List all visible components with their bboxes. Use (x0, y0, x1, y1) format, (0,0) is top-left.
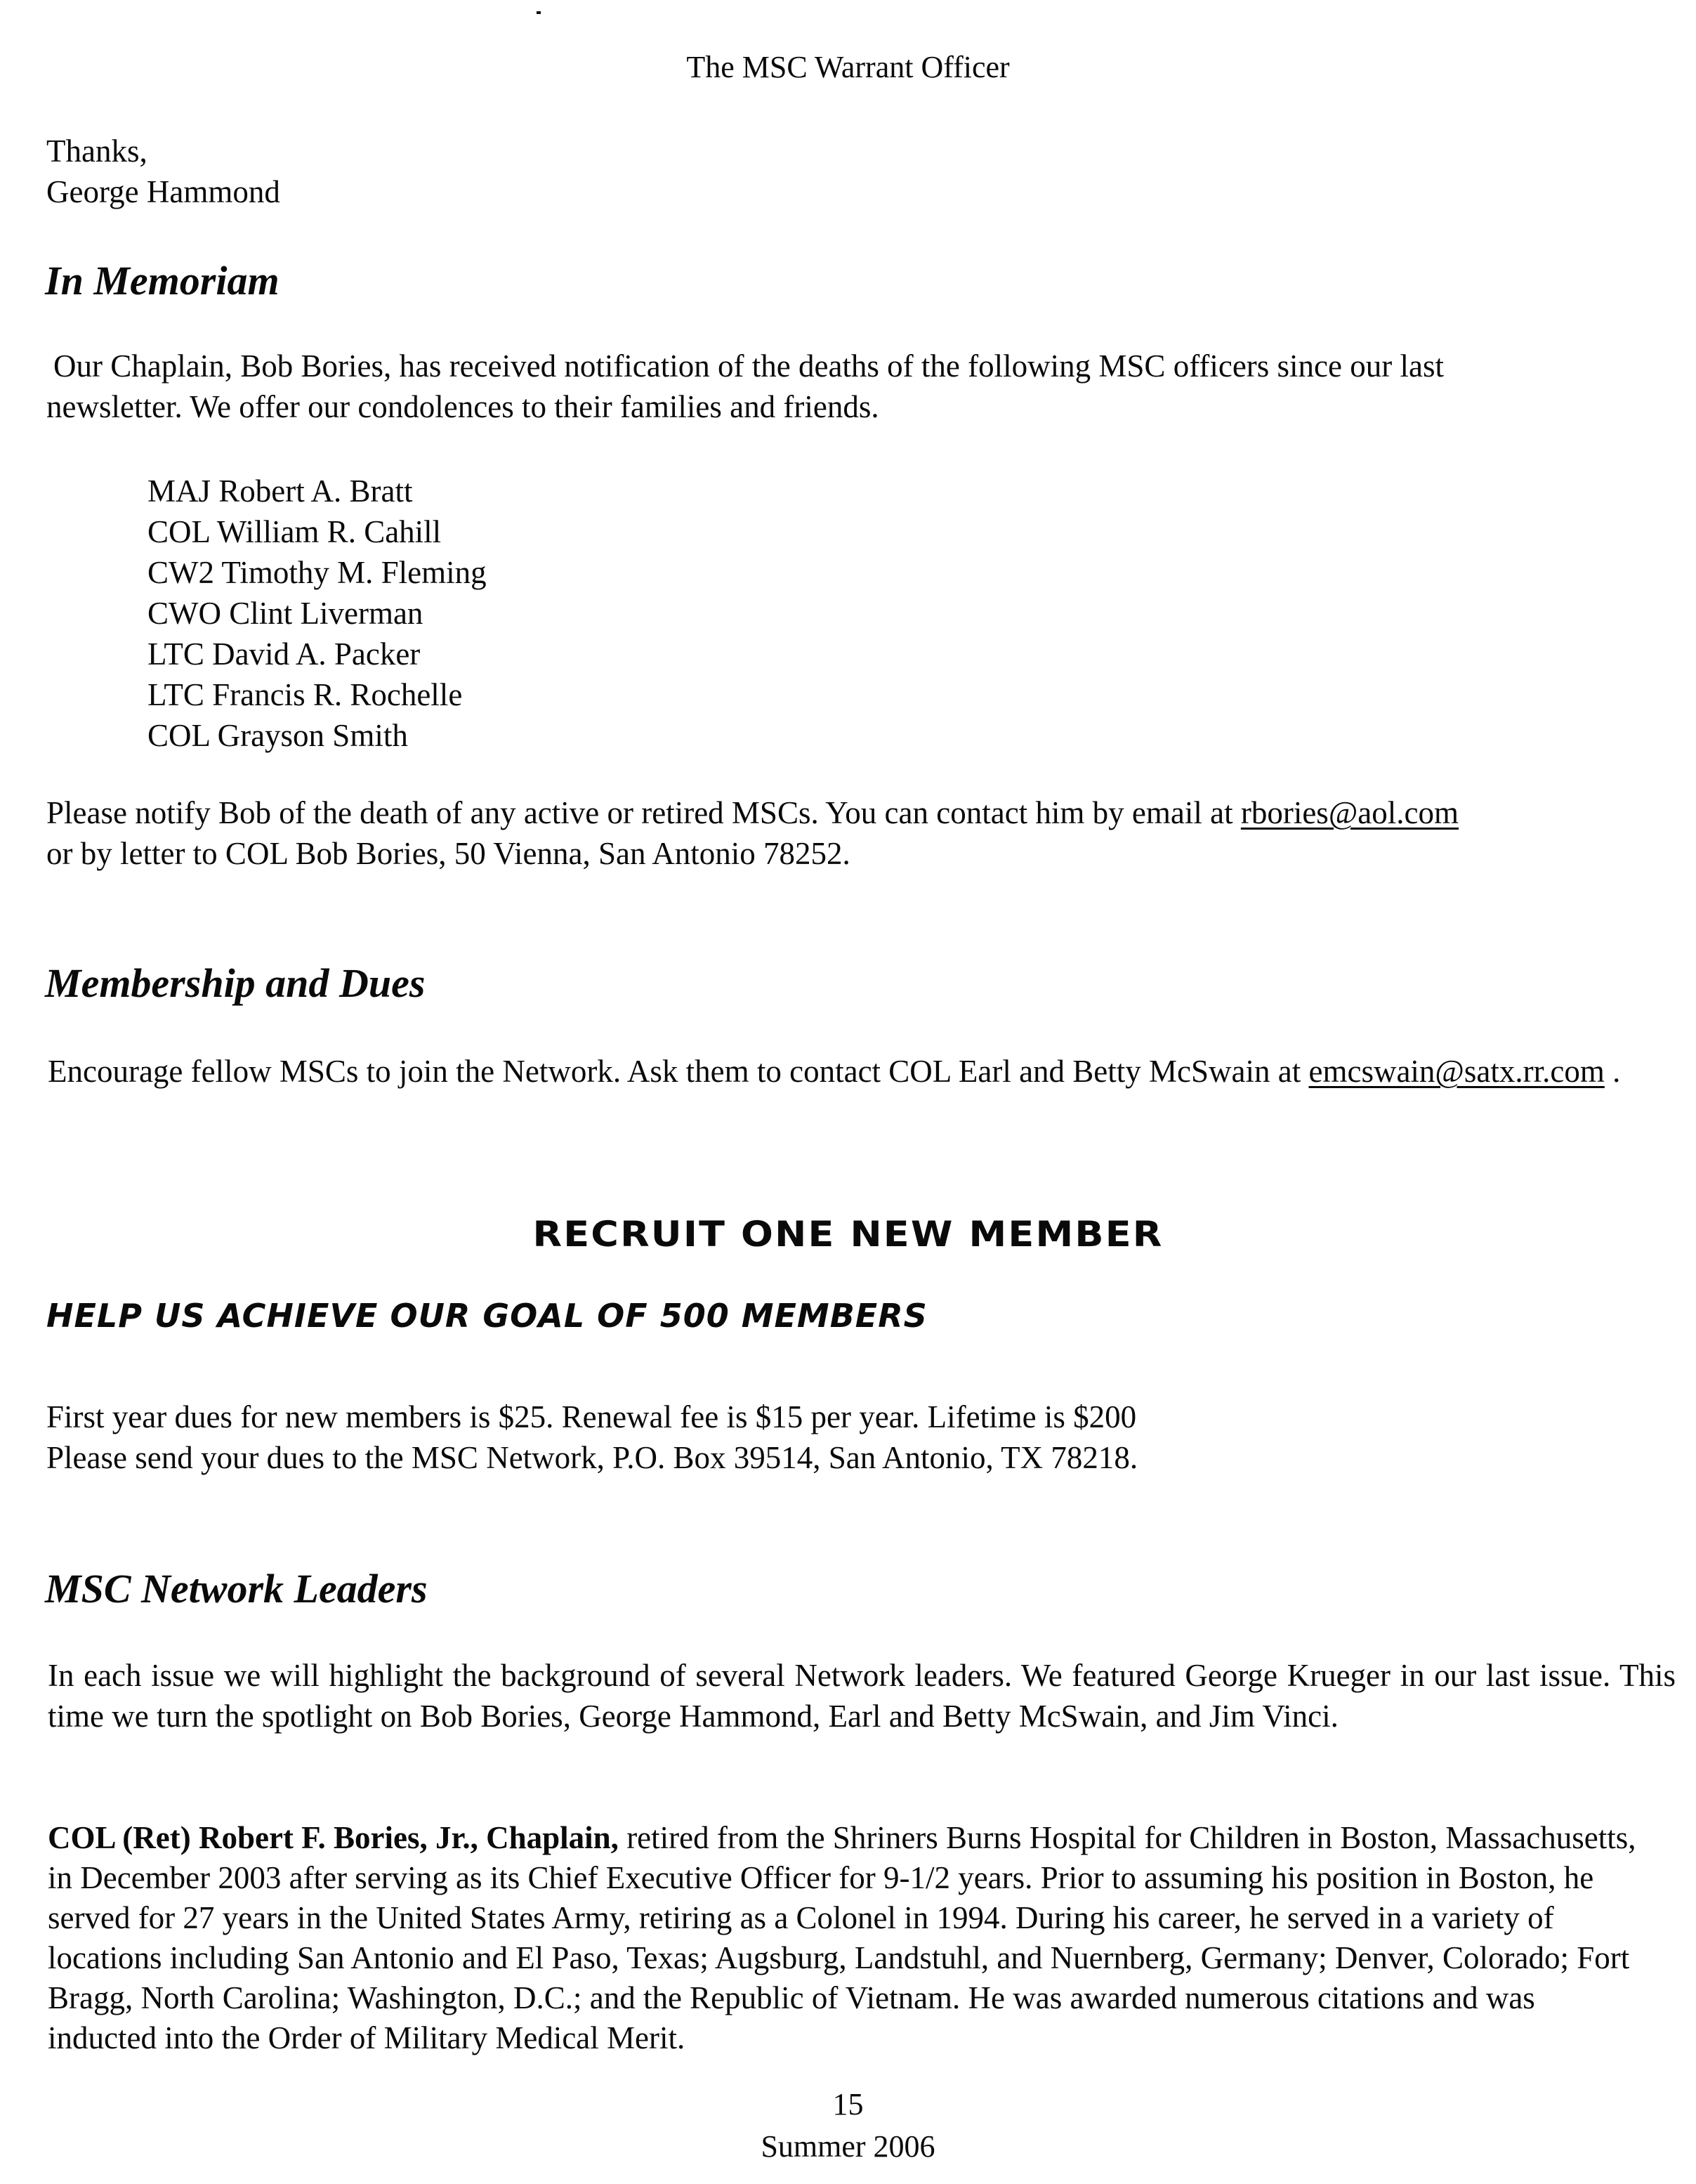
network-leaders-heading: MSC Network Leaders (45, 1566, 428, 1611)
notify-paragraph-line-2: or by letter to COL Bob Bories, 50 Vienna, San Antonio 78252. (46, 836, 850, 871)
encourage-text: Encourage fellow MSCs to join the Network. Ask them to contact COL Earl and Betty McSwain at (48, 1054, 1301, 1089)
emcswain-email-link[interactable]: emcswain@satx.rr.com (1308, 1054, 1605, 1089)
recruit-banner: RECRUIT ONE NEW MEMBER (532, 1214, 1164, 1255)
goal-banner: HELP US ACHIEVE OUR GOAL OF 500 MEMBERS (46, 1297, 928, 1335)
closing-signature: George Hammond (46, 174, 280, 209)
network-leaders-intro: In each issue we will highlight the background of several Network leaders. We featured George Krueger in our last issue. This time we turn the spotlight on Bob Bories, George Hammond, Earl and Betty McSwain, and Jim Vinci. (48, 1658, 1676, 1734)
rbories-email-link[interactable]: rbories@aol.com (1240, 795, 1459, 830)
dues-line-1: First year dues for new members is $25. Renewal fee is $15 per year. Lifetime is $200 (46, 1399, 1137, 1434)
issue-label: Summer 2006 (761, 2129, 935, 2164)
dues-line-2: Please send your dues to the MSC Network, P.O. Box 39514, San Antonio, TX 78218. (46, 1440, 1138, 1475)
bories-bio-paragraph (48, 1818, 1642, 2058)
membership-heading: Membership and Dues (45, 960, 426, 1006)
bories-bio-name: COL (Ret) Robert F. Bories, Jr., Chaplain, (48, 1820, 619, 1855)
in-memoriam-intro-line-2: newsletter. We offer our condolences to their families and friends. (46, 389, 879, 424)
closing-salutation: Thanks, (46, 133, 147, 169)
page-number: 15 (832, 2087, 864, 2121)
notify-text: Please notify Bob of the death of any active or retired MSCs. You can contact him by email at (46, 795, 1241, 830)
encourage-suffix: . (1604, 1054, 1621, 1089)
page-header: The MSC Warrant Officer (686, 50, 1010, 84)
list-item: MAJ Robert A. Bratt (147, 473, 413, 509)
list-item: LTC David A. Packer (147, 636, 421, 672)
list-item: CW2 Timothy M. Fleming (147, 555, 487, 590)
list-item: LTC Francis R. Rochelle (147, 677, 463, 712)
bories-bio-text: retired from the Shriners Burns Hospital for Children in Boston, Massachusetts, in December 2003 after serving as its Chief Executive Officer for 9-1/2 years. Prior to assuming his position in Boston, he served for 27 years in the United States Army, retiring as a Colonel in 1994. During his career, he served in a variety of locations including San Antonio and El Paso, Texas; Augsburg, Landstuhl, and Nuernberg, Germany; Denver, Colorado; Fort Bragg, North Carolina; Washington, D.C.; and the Republic of Vietnam. He was awarded numerous citations and was inducted into the Order of Military Medical Merit. (48, 1820, 1636, 2055)
in-memoriam-heading: In Memoriam (45, 258, 280, 303)
in-memoriam-intro-line-1: Our Chaplain, Bob Bories, has received notification of the deaths of the following MSC officers since our last (53, 348, 1444, 384)
scan-speck (537, 11, 541, 14)
encourage-paragraph (48, 1051, 1676, 1092)
list-item: COL Grayson Smith (147, 718, 408, 753)
list-item: CWO Clint Liverman (147, 596, 423, 631)
notify-paragraph-line-1 (46, 792, 1459, 833)
deceased-officers-list (147, 471, 487, 756)
list-item: COL William R. Cahill (147, 514, 442, 549)
